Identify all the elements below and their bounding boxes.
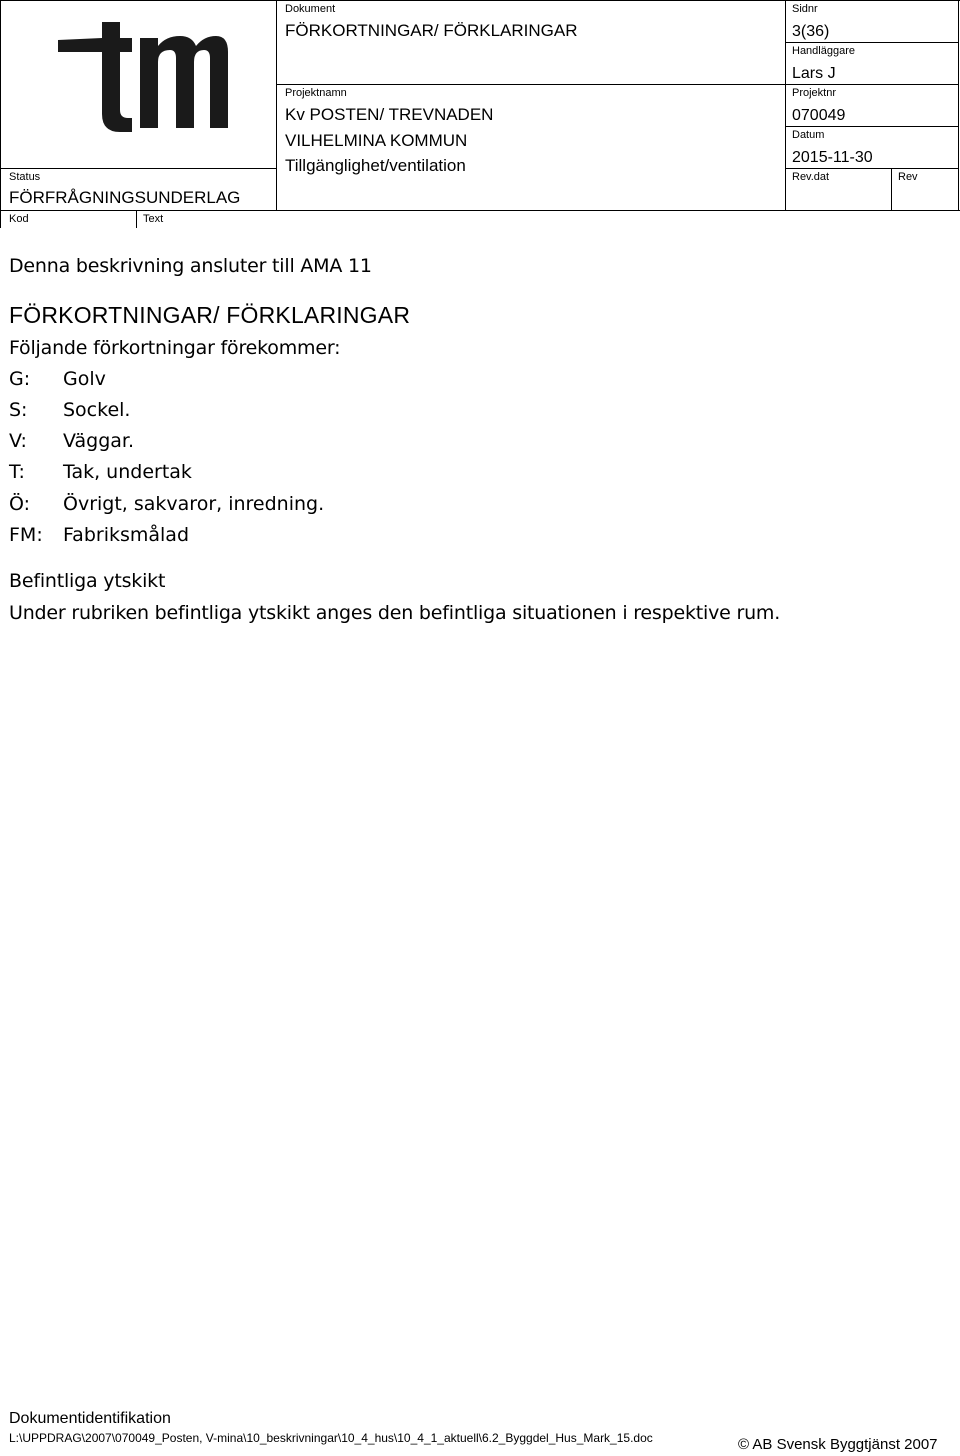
header-divider-logo <box>276 0 277 210</box>
header-rule-datum <box>785 168 959 169</box>
projektnr-label: Projektnr <box>792 87 837 99</box>
doc-path: L:\UPPDRAG\2007\070049_Posten, V-mina\10_beskrivningar\10_4_hus\10_4_1_aktuell\6.2_Byggdel_Hus_Mark_15.doc <box>9 1431 653 1445</box>
projektnamn-line-1: Kv POSTEN/ TREVNADEN <box>285 105 494 124</box>
dokument-label: Dokument <box>285 3 336 15</box>
header-rule-sidnr <box>785 42 959 43</box>
projektnr-value: 070049 <box>792 107 846 124</box>
abbreviation-text: Övrigt, sakvaror, inredning. <box>63 493 325 515</box>
status-value: FÖRFRÅGNINGSUNDERLAG <box>9 188 241 207</box>
datum-label: Datum <box>792 129 825 141</box>
abbreviation-text: Väggar. <box>63 430 135 452</box>
sidnr-value: 3(36) <box>792 23 830 40</box>
header-right-border <box>958 0 959 210</box>
rev-label: Rev <box>898 171 918 183</box>
projektnamn-label: Projektnamn <box>285 87 347 99</box>
header-divider-rev <box>891 168 892 210</box>
abbreviation-text: Fabriksmålad <box>63 524 190 546</box>
copyright-text: AB Svensk Byggtjänst 2007 <box>752 1436 938 1453</box>
abbreviation-code: T: <box>9 461 25 483</box>
header-rule-status <box>0 168 277 169</box>
header-rule-handl <box>785 84 959 85</box>
abbreviation-text: Tak, undertak <box>63 461 192 483</box>
header-left-border <box>0 0 1 228</box>
abbreviation-text: Sockel. <box>63 399 131 421</box>
header-rule-kod <box>136 210 137 228</box>
projektnamn-line-3: Tillgänglighet/ventilation <box>285 156 466 175</box>
copyright-icon: © <box>738 1436 750 1453</box>
company-logo <box>58 22 228 132</box>
datum-value: 2015-11-30 <box>792 149 873 166</box>
kod-label: Kod <box>9 213 29 225</box>
header-rule-bottom <box>0 210 960 211</box>
abbreviation-code: Ö: <box>9 493 31 515</box>
lead-text: Följande förkortningar förekommer: <box>9 337 341 359</box>
projektnamn-line-2: VILHELMINA KOMMUN <box>285 131 468 150</box>
abbreviation-code: FM: <box>9 524 43 546</box>
document-header <box>0 0 960 230</box>
header-divider-meta <box>785 0 786 210</box>
header-rule-doc <box>276 84 786 85</box>
header-rule-projnr <box>785 126 959 127</box>
abbreviation-code: S: <box>9 399 28 421</box>
dokument-value: FÖRKORTNINGAR/ FÖRKLARINGAR <box>285 21 578 40</box>
handlaggare-value: Lars J <box>792 65 836 82</box>
status-label: Status <box>9 171 41 183</box>
header-top-border <box>0 0 960 1</box>
subsection-text: Under rubriken befintliga ytskikt anges den befintliga situationen i respektive rum. <box>9 602 781 624</box>
text-label: Text <box>143 213 164 225</box>
revdat-label: Rev.dat <box>792 171 830 183</box>
section-heading: FÖRKORTNINGAR/ FÖRKLARINGAR <box>9 302 411 328</box>
abbreviation-text: Golv <box>63 368 106 390</box>
abbreviation-code: V: <box>9 430 27 452</box>
handlaggare-label: Handläggare <box>792 45 855 57</box>
abbreviation-code: G: <box>9 368 31 390</box>
doc-id-label: Dokumentidentifikation <box>9 1410 171 1427</box>
intro-text: Denna beskrivning ansluter till AMA 11 <box>9 255 372 277</box>
subsection-title: Befintliga ytskikt <box>9 570 166 592</box>
sidnr-label: Sidnr <box>792 3 818 15</box>
copyright-notice <box>738 1436 938 1454</box>
